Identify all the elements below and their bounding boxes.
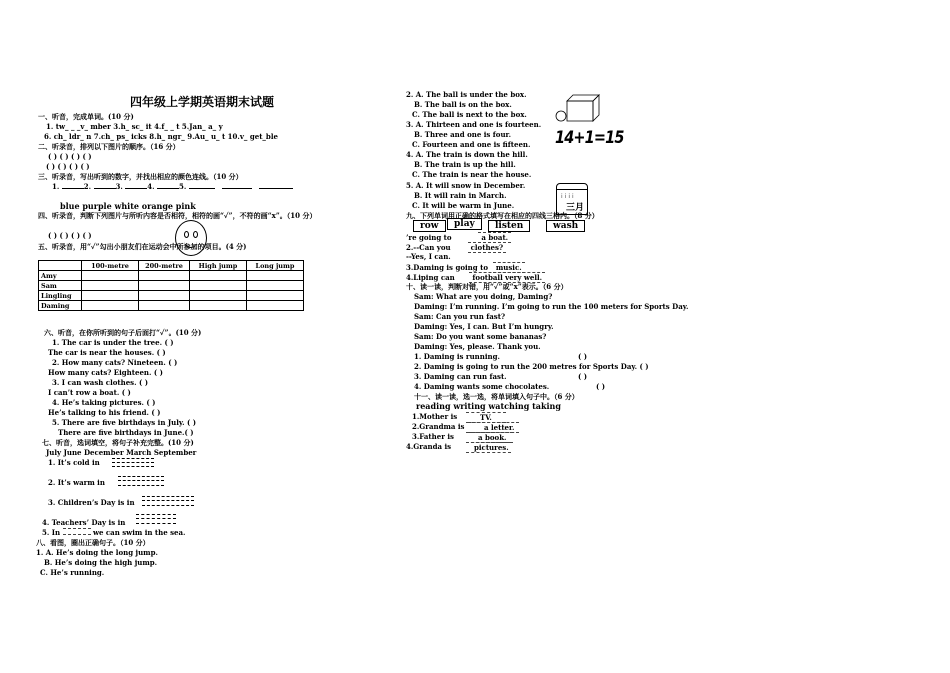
s8-line: B. He’s doing the high jump. <box>44 558 158 567</box>
s9-line1-end: a boat. <box>478 232 511 243</box>
s10-dialog-line: Sam: Can you run fast? <box>414 312 506 321</box>
s7-heading: 七、听音，选词填空，将句子补充完整。(10 分) <box>42 438 194 447</box>
calendar-month: 三月 <box>566 203 585 213</box>
s11-answer-2: a letter. <box>468 422 519 433</box>
table-row <box>39 301 304 311</box>
s10-question: 2. Daming is going to run the 200 metres for Sports Day. ( ) <box>414 362 649 371</box>
s7-q3: 3. Children’s Day is in <box>48 498 135 507</box>
sports-table <box>38 260 304 311</box>
s1-heading: 一、听音，完成单词。(10 分) <box>38 112 134 121</box>
s7-q2: 2. It’s warm in <box>48 478 105 487</box>
num-2-label: 2. <box>83 182 92 191</box>
s7-q5 <box>42 528 185 537</box>
num-3-label: 3. <box>115 182 123 191</box>
s6-line: He’s talking to his friend. ( ) <box>48 408 161 417</box>
s11-answer-3: a book. <box>466 432 513 443</box>
s8-line: 4. A. The train is down the hill. <box>406 150 528 159</box>
num-5-label: 5. <box>179 182 187 191</box>
s7-q5-end: we can swim in the sea. <box>92 528 186 537</box>
num-1-label: 1. <box>52 182 60 191</box>
s10-heading: 十、读一读，判断对错，用“✓”或“ⅹ”表示。（6 分） <box>406 282 568 291</box>
s6-heading: 六、听音，在你所听到的句子后面打“✓”。(10 分) <box>44 328 202 337</box>
s9-heading: 九、下列单词用正确的格式填写在相应的四线三格内。（8 分） <box>406 211 599 220</box>
s8-line: C. Fourteen and one is fifteen. <box>412 140 531 149</box>
s10-question: 3. Daming can run fast. <box>414 372 507 381</box>
s11-answer-1: TV. <box>466 412 506 423</box>
calendar-icon: ⁞⁞⁞⁞ 三月 <box>556 183 588 215</box>
s11-word-bank: reading writing watching taking <box>416 401 561 411</box>
word-box-listen: listen <box>488 220 530 232</box>
s9-line5-end: football very well. <box>469 272 545 283</box>
s8-line: B. Three and one is four. <box>414 130 512 139</box>
table-header-cell: High jump <box>190 261 247 271</box>
s10-question: 1. Daming is running. <box>414 352 500 361</box>
row-name: Sam <box>39 281 82 291</box>
row-name: Lingling <box>39 291 82 301</box>
s6-line: 4. He’s taking pictures. ( ) <box>52 398 156 407</box>
s9-line3: --Yes, I can. <box>406 252 451 261</box>
s2-row1: ( ) ( ) ( ) ( ) <box>48 152 92 161</box>
s6-line: 5. There are five birthdays in July. ( ) <box>52 418 197 427</box>
s10-paren: ( ) <box>596 382 606 391</box>
s9-line2-start: 2.--Can you <box>406 243 451 252</box>
s11-a4 <box>466 442 511 453</box>
s7-word-bank: July June December March September <box>46 448 197 457</box>
num-4-label: 4. <box>147 182 155 191</box>
s6-line: 3. I can wash clothes. ( ) <box>52 378 149 387</box>
s10-dialog-line: Sam: Do you want some bananas? <box>414 332 547 341</box>
s8-heading: 八、看图，圈出正确句子。（10 分） <box>36 538 150 547</box>
s8-line: C. It will be warm in June. <box>412 201 515 210</box>
s8-line: 2. A. The ball is under the box. <box>406 90 527 99</box>
s6-line: 2. How many cats? Nineteen. ( ) <box>52 358 178 367</box>
s10-paren: ( ) <box>578 352 588 361</box>
word-box-play: play <box>447 218 482 230</box>
s8-line: 3. A. Thirteen and one is fourteen. <box>406 120 542 129</box>
word-box-wash: wash <box>546 220 585 232</box>
s1-row1: 1. tw_ _ _v_ mber 3.h_ sc_ it 4.f_ _ t 5.Jan_ a_ y <box>46 122 223 131</box>
s10-dialog-line: Daming: Yes, please. Thank you. <box>414 342 541 351</box>
s4-row: ( ) ( ) ( ) ( ) <box>48 231 92 240</box>
s6-line: I can’t row a boat. ( ) <box>48 388 131 397</box>
s11-answer-4: pictures. <box>466 442 511 453</box>
s9-line2-end: clothes? <box>468 242 506 253</box>
s8-line: 1. A. He’s doing the long jump. <box>36 548 158 557</box>
s11-q1: 1.Mother is <box>412 412 458 421</box>
s8-line: B. It will rain in March. <box>414 191 507 200</box>
s9-line1-start: ’re going to <box>406 233 452 242</box>
s8-line: C. The ball is next to the box. <box>412 110 527 119</box>
s6-line: How many cats? Eighteen. ( ) <box>48 368 163 377</box>
s10-dialog-line: Daming: I’m running. I’m going to run the 100 meters for Sports Day. <box>414 302 689 311</box>
math-card: 14+1=15 <box>555 128 624 148</box>
row-name: Daming <box>39 301 82 311</box>
table-header-cell: 100-metre <box>82 261 139 271</box>
s3-colors: blue purple white orange pink <box>60 201 196 211</box>
s11-q3: 3.Father is <box>412 432 454 441</box>
box-and-ball-icon <box>553 93 601 123</box>
s2-heading: 二、听录音，排列以下图片的顺序。（16 分） <box>38 142 180 151</box>
s8-line: B. The train is up the hill. <box>414 160 516 169</box>
s8-line: C. He’s running. <box>40 568 105 577</box>
s10-dialog-line: Sam: What are you doing, Daming? <box>414 292 553 301</box>
s6-line: The car is near the houses. ( ) <box>48 348 166 357</box>
row-name: Amy <box>39 271 82 281</box>
s9-line4-end: music. <box>493 262 525 273</box>
page-title: 四年级上学期英语期末试题 <box>130 95 275 109</box>
table-row <box>39 281 304 291</box>
s6-line: There are five birthdays in June.( ) <box>58 428 194 437</box>
s6-line: 1. The car is under the tree. ( ) <box>52 338 174 347</box>
table-header-cell: 200-metre <box>139 261 190 271</box>
table-header-row <box>39 261 304 271</box>
s1-row2: 6. ch_ ldr_ n 7.ch_ ps_ icks 8.h_ ngr_ 9.Au_ u_ t 10.v_ get_ble <box>44 132 278 141</box>
s7-q1: 1. It’s cold in <box>48 458 100 467</box>
s9-line5-start: 4.Liping can <box>406 273 455 282</box>
s7-q4: 4. Teachers’ Day is in <box>42 518 126 527</box>
s8-line: B. The ball is on the box. <box>414 100 512 109</box>
s8-line: C. The train is near the house. <box>412 170 532 179</box>
s9-line4-start: 3.Daming is going to <box>406 263 488 272</box>
s11-q2: 2.Grandma is <box>412 422 465 431</box>
table-header-cell: Long jump <box>247 261 304 271</box>
s5-heading: 五、听录音，用“✓”勾出小朋友们在运动会中所参加的项目。(4 分) <box>38 242 247 251</box>
s7-q5-start: 5. In <box>42 528 61 537</box>
s10-question: 4. Daming wants some chocolates. <box>414 382 550 391</box>
s11-heading: 十一、读一读，选一选，将单词填入句子中。（6 分） <box>414 392 579 401</box>
s2-row2: ( ) ( ) ( ) ( ) <box>46 162 90 171</box>
s4-heading: 四、听录音，判断下列图片与所听内容是否相符，相符的画“✓”，不符的画“ⅹ”。（10 分） <box>38 211 317 220</box>
table-row <box>39 291 304 301</box>
s3-numbers <box>52 182 293 191</box>
s10-dialog-line: Daming: Yes, I can. But I’m hungry. <box>414 322 554 331</box>
s8-line: 5. A. It will snow in December. <box>406 181 526 190</box>
s10-paren: ( ) <box>578 372 588 381</box>
s11-q4: 4.Granda is <box>406 442 452 451</box>
s3-heading: 三、听录音，写出听到的数字，并找出相应的颜色连线。（10 分） <box>38 172 243 181</box>
word-box-row: row <box>413 220 446 232</box>
table-row <box>39 271 304 281</box>
table-header-cell <box>39 261 82 271</box>
